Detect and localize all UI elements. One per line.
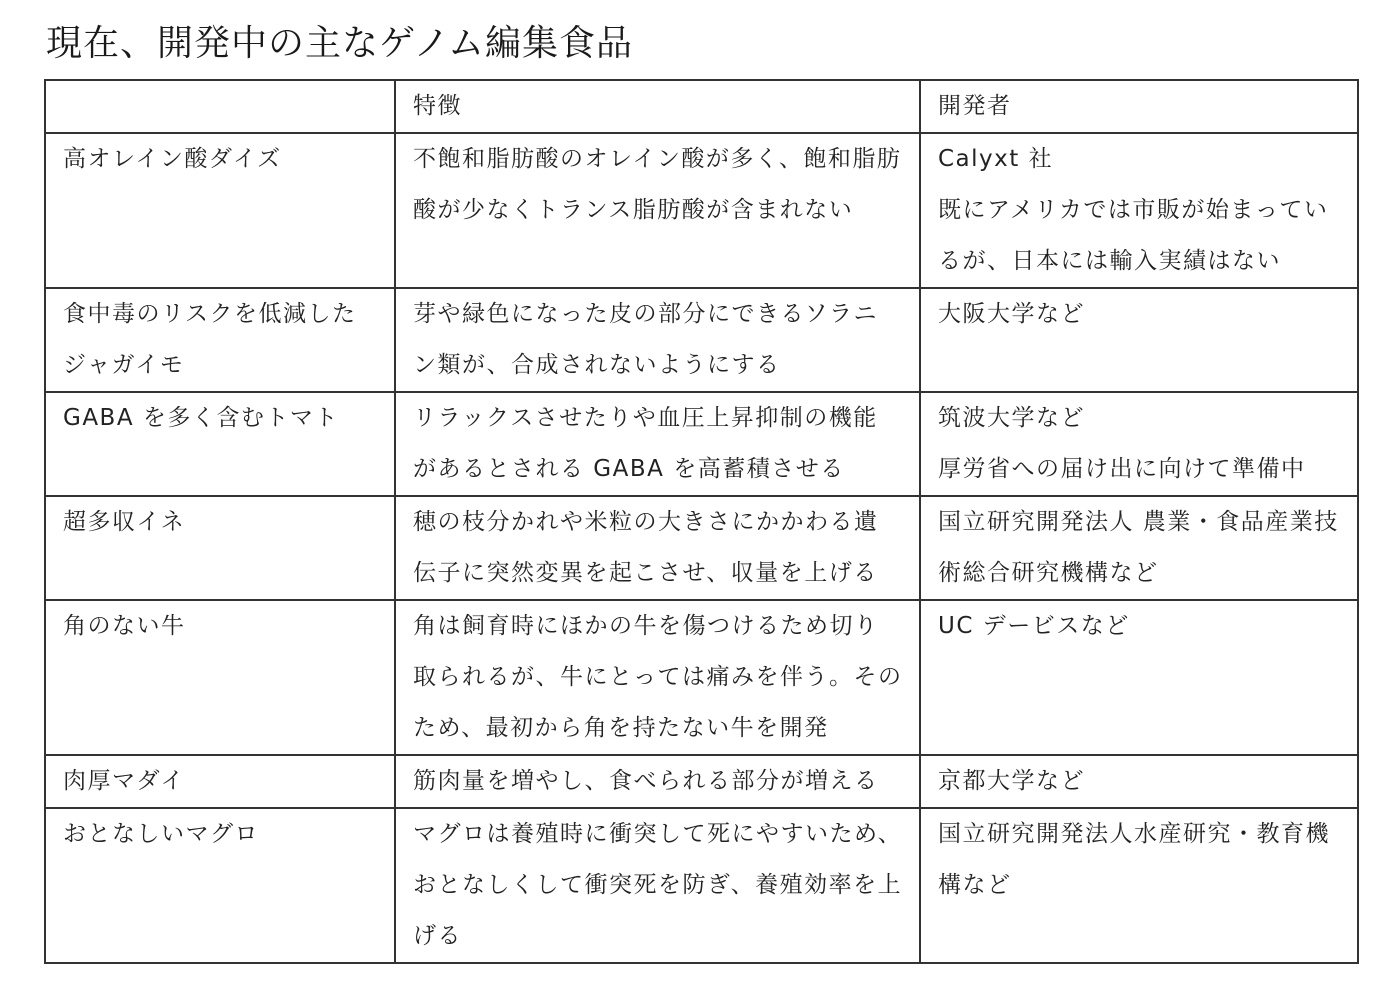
food-name-cell: 角のない牛: [45, 600, 395, 755]
food-name-cell: 肉厚マダイ: [45, 755, 395, 808]
food-name-cell: おとなしいマグロ: [45, 808, 395, 963]
header-developer: 開発者: [920, 80, 1358, 133]
table-row: [45, 755, 1358, 808]
developer-cell: 筑波大学など 厚労省への届け出に向けて準備中: [920, 392, 1358, 496]
food-name-cell: 超多収イネ: [45, 496, 395, 600]
table-row: [45, 288, 1358, 392]
developer-cell: 大阪大学など: [920, 288, 1358, 392]
table-row: [45, 133, 1358, 288]
feature-cell: 不飽和脂肪酸のオレイン酸が多く、飽和脂肪 酸が少なくトランス脂肪酸が含まれない: [395, 133, 920, 288]
developer-cell: 京都大学など: [920, 755, 1358, 808]
developer-cell: UC デービスなど: [920, 600, 1358, 755]
table-row: [45, 808, 1358, 963]
food-name-cell: GABA を多く含むトマト: [45, 392, 395, 496]
feature-cell: 芽や緑色になった皮の部分にできるソラニ ン類が、合成されないようにする: [395, 288, 920, 392]
header-row: [45, 80, 1358, 133]
developer-cell: Calyxt 社 既にアメリカでは市販が始まってい るが、日本には輸入実績はない: [920, 133, 1358, 288]
feature-cell: 角は飼育時にほかの牛を傷つけるため切り 取られるが、牛にとっては痛みを伴う。その ため、最初から角を持たない牛を開発: [395, 600, 920, 755]
genome-edited-foods-table: [44, 79, 1359, 964]
feature-cell: 穂の枝分かれや米粒の大きさにかかわる遺 伝子に突然変異を起こさせ、収量を上げる: [395, 496, 920, 600]
table-row: [45, 496, 1358, 600]
developer-cell: 国立研究開発法人 農業・食品産業技 術総合研究機構など: [920, 496, 1358, 600]
feature-cell: マグロは養殖時に衝突して死にやすいため、 おとなしくして衝突死を防ぎ、養殖効率を上 げる: [395, 808, 920, 963]
header-feature: 特徴: [395, 80, 920, 133]
feature-cell: リラックスさせたりや血圧上昇抑制の機能 があるとされる GABA を高蓄積させる: [395, 392, 920, 496]
food-name-cell: 高オレイン酸ダイズ: [45, 133, 395, 288]
page-title: 現在、開発中の主なゲノム編集食品: [46, 23, 633, 64]
feature-cell: 筋肉量を増やし、食べられる部分が増える: [395, 755, 920, 808]
table-row: [45, 392, 1358, 496]
table-row: [45, 600, 1358, 755]
header-food: [45, 80, 395, 133]
food-name-cell: 食中毒のリスクを低減した ジャガイモ: [45, 288, 395, 392]
developer-cell: 国立研究開発法人水産研究・教育機 構など: [920, 808, 1358, 963]
